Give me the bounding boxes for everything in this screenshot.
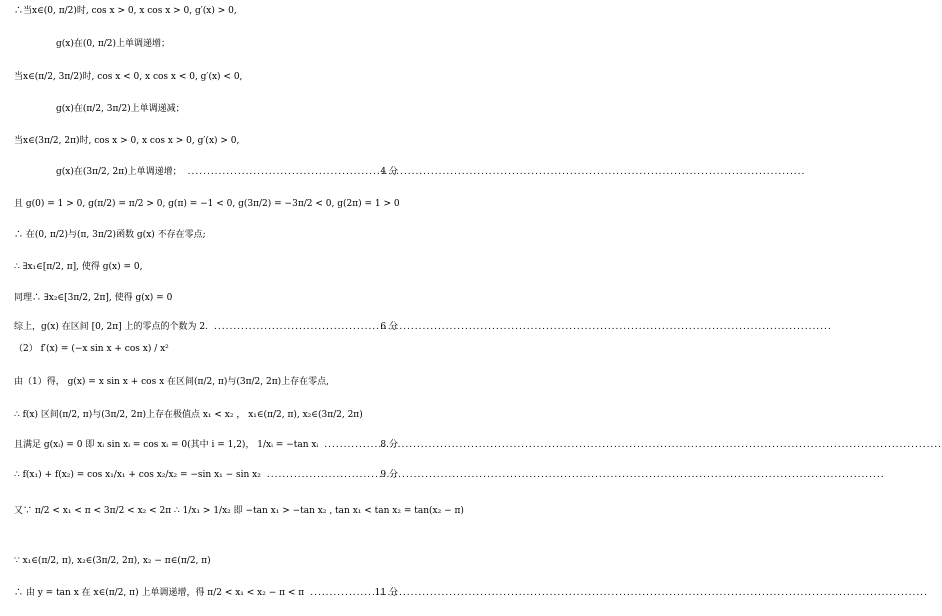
line-6-text: g(x)在(3π/2, 2π)上单调递增； [56,167,182,177]
line-14-text: ∴ f(x) 区间(π/2, π)与(3π/2, 2π)上存在极值点 x₁ < x₂ ， x₁∈(π/2, π), x₂∈(3π/2, 2π) [14,410,363,420]
line-7 [14,199,398,209]
line-17-text: 又∵ π/2 < x₁ < π < 3π/2 < x₂ < 2π ∴ 1/x₁ > 1/x₂ 即 −tan x₁ > −tan x₂ , tan x₁ < tan x₂ = tan(x₂ − π) [14,506,464,516]
line-13-text: 由（1）得， g(x) = x sin x + cos x 在区间(π/2, π)与(3π/2, 2π)上存在零点, [14,377,329,387]
score-label: 9 分 [380,470,398,480]
line-16-text: ∴ f(x₁) + f(x₂) = cos x₁/x₁ + cos x₂/x₂ = −sin x₁ − sin x₂ [14,470,261,480]
line-7-text: 且 g(0) = 1 > 0, g(π/2) = π/2 > 0, g(π) = −1 < 0, g(3π/2) = −3π/2 < 0, g(2π) = 1 > 0 [14,199,400,209]
line-10-text: 同理∴ ∃x₂∈[3π/2, 2π], 使得 g(x) = 0 [14,293,173,303]
line-12 [14,344,398,354]
line-11-text: 综上，g(x) 在区间 [0, 2π] 上的零点的个数为 2. [14,322,209,332]
line-4 [56,104,398,114]
line-1-text: ∴当x∈(0, π/2)时, cos x > 0, x cos x > 0, g′(x) > 0, [14,6,237,16]
line-4-text: g(x)在(π/2, 3π/2)上单调递减； [56,104,185,114]
line-18-text: ∵ x₁∈(π/2, π), x₂∈(3π/2, 2π), x₂ − π∈(π/2, π) [14,556,211,566]
score-label: 11 分 [374,588,398,598]
line-15 [14,440,398,450]
dot-leader [188,167,375,177]
dot-leader [324,440,374,450]
line-6 [56,167,398,177]
line-13 [14,377,398,387]
line-8-text: ∴ 在(0, π/2)与(π, 3π/2)函数 g(x) 不存在零点; [14,230,206,240]
line-10 [14,293,398,303]
line-9-text: ∴ ∃x₁∈[π/2, π], 使得 g(x) = 0, [14,262,143,272]
line-2 [56,39,398,49]
score-label: 8 分 [380,440,398,450]
dot-leader [310,588,368,598]
line-12-text: （2） f′(x) = (−x sin x + cos x) / x² [14,344,169,354]
line-17 [14,506,464,516]
line-9 [14,262,398,272]
solution-document [0,0,464,616]
line-14 [14,410,398,420]
dot-leader [267,470,375,480]
line-19-text: ∴ 由 y = tan x 在 x∈(π/2, π) 上单调递增，得 π/2 < x₁ < x₂ − π < π [14,588,305,598]
score-label: 6 分 [380,322,398,332]
line-18 [14,556,398,566]
line-15-text: 且满足 g(xᵢ) = 0 即 xᵢ sin xᵢ = cos xᵢ = 0(其中 i = 1,2)， 1/xᵢ = −tan xᵢ [14,440,319,450]
score-label: 4 分 [380,167,398,177]
line-11 [14,322,398,332]
line-1 [14,6,398,16]
line-16 [14,470,398,480]
line-3-text: 当x∈(π/2, 3π/2)时, cos x < 0, x cos x < 0, g′(x) < 0, [14,72,243,82]
line-8 [14,230,398,240]
line-3 [14,72,398,82]
line-5-text: 当x∈(3π/2, 2π)时, cos x > 0, x cos x > 0, g′(x) > 0, [14,136,240,146]
dot-leader [214,322,374,332]
line-2-text: g(x)在(0, π/2)上单调递增； [56,39,171,49]
line-19 [14,588,398,598]
line-5 [14,136,398,146]
